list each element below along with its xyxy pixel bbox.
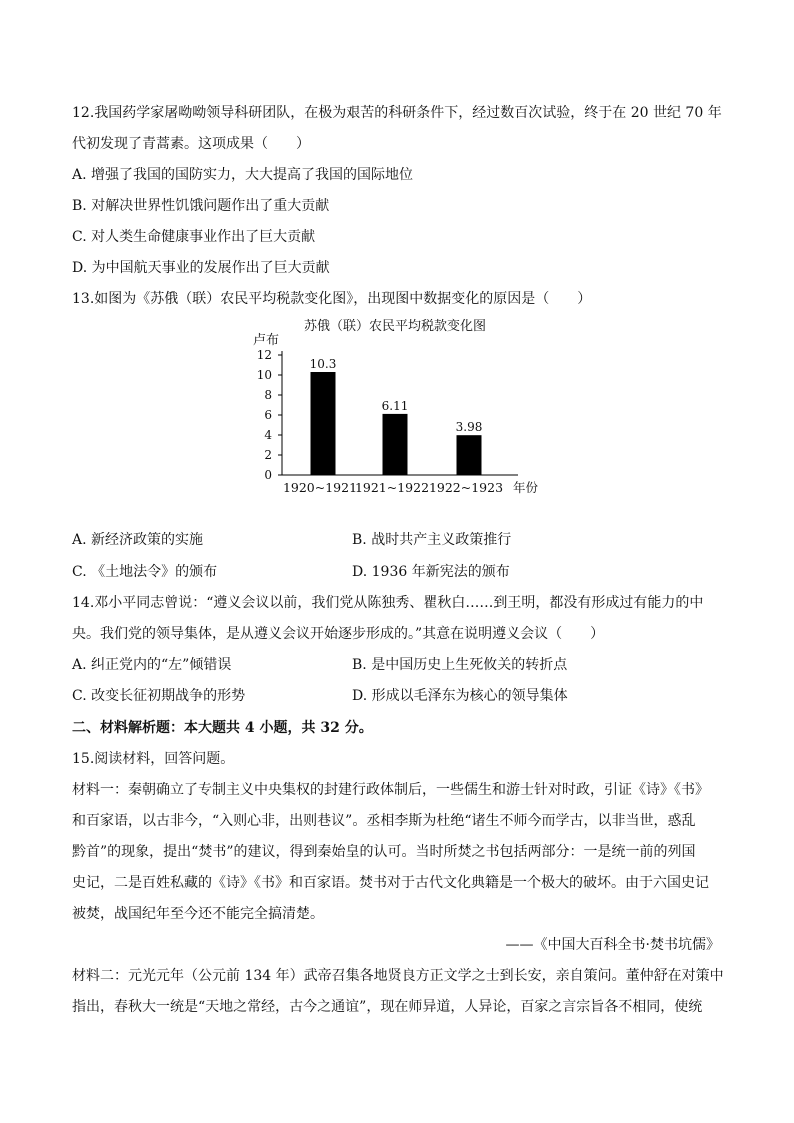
q15-material1-line1: 材料一：秦朝确立了专制主义中央集权的封建行政体制后，一些儒生和游士针对时政，引证《诗》《书》 bbox=[72, 782, 709, 798]
q12-option-b: B. 对解决世界性饥饿问题作出了重大贡献 bbox=[72, 198, 330, 214]
q15-material1-line2: 和百家语，以古非今，“入则心非，出则巷议”。丞相李斯为杜绝“诸生不师今而学古，以非当世，惑乱 bbox=[72, 813, 696, 829]
q14-stem-line1: 14.邓小平同志曾说：“遵义会议以前，我们党从陈独秀、瞿秋白……到王明，都没有形成过有能力的中 bbox=[72, 595, 704, 611]
y-axis-label: 卢布 bbox=[253, 333, 280, 348]
section2-heading: 二、材料解析题：本大题共 4 小题，共 32 分。 bbox=[72, 720, 373, 736]
q14-option-a: A. 纠正党内的“左”倾错误 bbox=[72, 657, 232, 673]
chart-title: 苏俄（联）农民平均税款变化图 bbox=[303, 319, 487, 334]
x-tick-label: 1920~1921 bbox=[282, 480, 358, 495]
q13-option-b: B. 战时共产主义政策推行 bbox=[352, 532, 512, 548]
x-tick-label: 1921~1922 bbox=[354, 480, 430, 495]
q14-option-c: C. 改变长征初期战争的形势 bbox=[72, 688, 246, 704]
q15-material1-line5: 被焚，战国纪年至今还不能完全搞清楚。 bbox=[72, 906, 324, 922]
q14-stem-line2: 央。我们党的领导集体，是从遵义会议开始逐步形成的。”其意在说明遵义会议（ ） bbox=[72, 626, 605, 642]
q15-material1-source: ——《中国大百科全书·焚书坑儒》 bbox=[505, 937, 720, 953]
q12-option-c: C. 对人类生命健康事业作出了巨大贡献 bbox=[72, 229, 316, 245]
q12-option-d: D. 为中国航天事业的发展作出了巨大贡献 bbox=[72, 260, 330, 276]
q15-material2-line1: 材料二：元光元年（公元前 134 年）武帝召集各地贤良方正文学之士到长安，亲自策问。董仲舒在对策中 bbox=[72, 968, 724, 984]
q13-stem: 13.如图为《苏俄（联）农民平均税款变化图》，出现图中数据变化的原因是（ ） bbox=[72, 291, 592, 307]
y-tick-label: 8 bbox=[264, 388, 272, 402]
q12-stem-line2: 代初发现了青蒿素。这项成果（ ） bbox=[72, 136, 310, 152]
q14-option-b: B. 是中国历史上生死攸关的转折点 bbox=[352, 657, 568, 673]
bar-value-label: 10.3 bbox=[309, 357, 337, 371]
q14-option-d: D. 形成以毛泽东为核心的领导集体 bbox=[352, 688, 568, 704]
y-tick-label: 4 bbox=[264, 428, 272, 442]
y-tick-label: 2 bbox=[264, 448, 272, 462]
y-tick-label: 0 bbox=[264, 468, 272, 482]
q15-material1-line4: 史记，二是百姓私藏的《诗》《书》和百家语。焚书对于古代文化典籍是一个极大的破坏。由于六国史记 bbox=[72, 875, 709, 891]
x-tick-label: 1922~1923 bbox=[428, 480, 504, 495]
y-tick-label: 10 bbox=[256, 368, 272, 382]
y-tick-label: 12 bbox=[256, 348, 272, 362]
q12-stem-line1: 12.我国药学家屠呦呦领导科研团队，在极为艰苦的科研条件下，经过数百次试验，终于在 20 世纪 70 年 bbox=[72, 105, 722, 121]
tax-bar-chart bbox=[240, 315, 540, 500]
q13-option-a: A. 新经济政策的实施 bbox=[72, 532, 204, 548]
bar bbox=[383, 414, 408, 475]
q13-option-d: D. 1936 年新宪法的颁布 bbox=[352, 564, 510, 580]
q15-material2-line2: 指出，春秋大一统是“天地之常经，古今之通谊”，现在师异道，人异论，百家之言宗旨各不相同，使统 bbox=[72, 999, 703, 1015]
y-tick-label: 6 bbox=[264, 408, 272, 422]
bar-value-label: 3.98 bbox=[455, 420, 483, 435]
bar bbox=[311, 372, 336, 475]
q12-option-a: A. 增强了我国的国防实力，大大提高了我国的国际地位 bbox=[72, 167, 414, 183]
q13-option-c: C. 《土地法令》的颁布 bbox=[72, 564, 218, 580]
bar bbox=[457, 435, 482, 475]
x-axis-label: 年份 bbox=[513, 480, 539, 495]
q15-material1-line3: 黔首”的现象，提出“焚书”的建议，得到秦始皇的认可。当时所焚之书包括两部分：一是统一前的列国 bbox=[72, 844, 696, 860]
q15-stem: 15.阅读材料，回答问题。 bbox=[72, 751, 235, 767]
bar-value-label: 6.11 bbox=[381, 398, 409, 413]
